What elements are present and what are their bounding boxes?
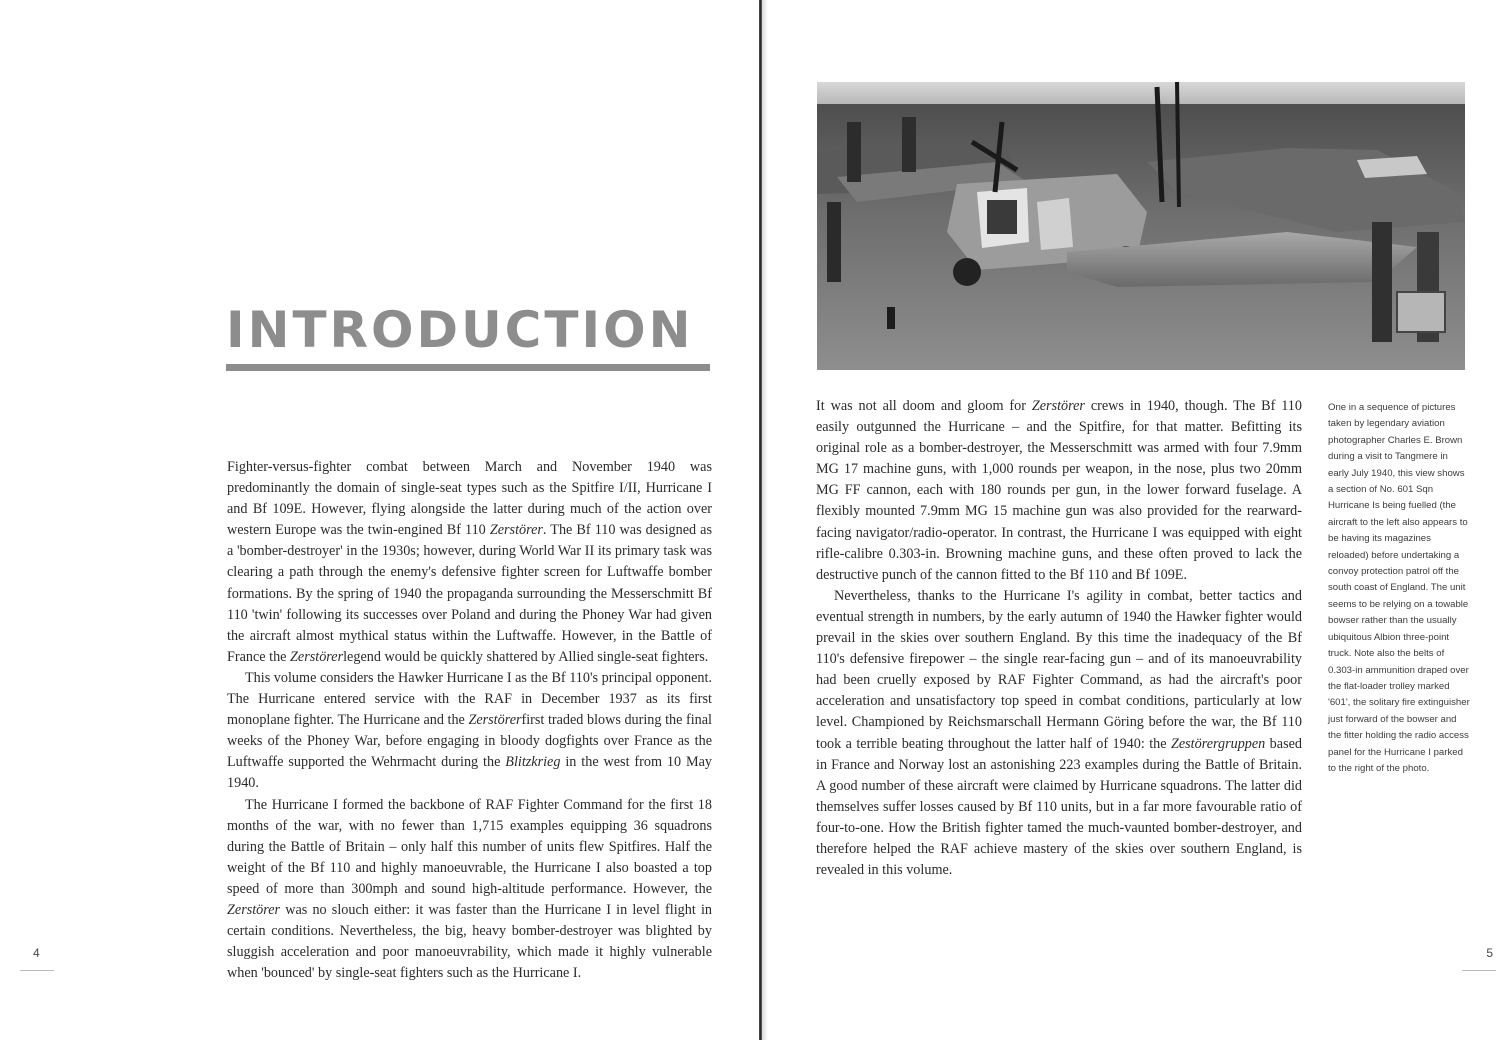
text-run: . The Bf 110 was designed as a 'bomber-destroyer' in the 1930s; however, during World War II its primary task was clearing a path through the enemy's defensive fighter screen for Luftwaffe bomber formations. By the spring of 1940 the propaganda surrounding the Messerschmitt Bf 110 'twin' following its successes over Poland and during the Phoney War had given the aircraft almost mythical status within the Luftwaffe. However, in the Battle of France the [227, 522, 712, 665]
folio-rule-right [1462, 970, 1496, 971]
italic-term: Blitzkrieg [505, 754, 561, 771]
italic-term: Zestörergruppen [1170, 735, 1266, 752]
italic-term: Zerstörer [468, 712, 522, 729]
heading-underline [226, 364, 710, 371]
right-body-text [816, 396, 1302, 881]
text-run: The Hurricane I formed the backbone of RAF Fighter Command for the first 18 months of the war, with no fewer than 1,715 examples equipping 36 squadrons during the Battle of Britain – only half this number of units flew Spitfires. Half the weight of the Bf 110 and highly manoeuvrable, the Hurricane I also boasted a top speed of more than 300mph and sound high-altitude performance. However, the [227, 796, 712, 897]
folio-rule-left [20, 970, 54, 971]
page-number-left: 4 [33, 946, 40, 960]
paragraph [227, 668, 712, 795]
text-run: legend would be quickly shattered by Allied single-seat fighters. [343, 648, 709, 665]
paragraph [816, 396, 1302, 586]
page-number-right: 5 [1486, 946, 1493, 960]
text-run: This volume considers the Hawker Hurricane I as the Bf 110's principal opponent. The Hurricane entered service with the RAF in December 1937 as its first monoplane fighter. The Hurricane and the [227, 669, 712, 729]
text-run: based in France and Norway lost an astonishing 223 examples during the Battle of Britain. A good number of these aircraft were claimed by Hurricane squadrons. The latter did themselves suffer losses caused by Bf 110 units, but in a far more favourable ratio of four-to-one. How the British fighter tamed the much-vaunted bomber-destroyer, and therefore helped the RAF achieve mastery of the skies over southern England, is revealed in this volume. [816, 735, 1302, 879]
photo-caption: One in a sequence of pictures taken by legendary aviation photographer Charles E. Brown during a visit to Tangmere in early July 1940, this view shows a section of No. 601 Sqn Hurricane Is being fuelled (the aircraft to the left also appears to be having its magazines reloaded) before undertaking a convoy protection patrol off the south coast of England. The unit seems to be relying on a towable bowser rather than the usually ubiquitous Albion three-point truck. Note also the belts of 0.303-in ammunition draped over the flat-loader trolley marked '601', the solitary fire extinguisher just forward of the bowser and the fitter holding the radio access panel for the Hurricane I parked to the right of the photo. [1328, 402, 1470, 774]
photo-illustration [817, 82, 1465, 370]
left-body-text [227, 457, 712, 984]
paragraph [227, 795, 712, 985]
text-run: Nevertheless, thanks to the Hurricane I's agility in combat, better tactics and eventual strength in numbers, by the early autumn of 1940 the Hawker fighter would prevail in the skies over southern England. By this time the inadequacy of the Bf 110's defensive firepower – the single rear-facing gun – and of its manoeuvrability had been cruelly exposed by RAF Fighter Command, as had the aircraft's poor acceleration and unsatisfactory top speed in combat conditions, particularly at low level. Championed by Reichsmarschall Hermann Göring before the war, the Bf 110 took a terrible beating throughout the latter half of 1940: the [816, 587, 1302, 752]
italic-term: Zerstörer [489, 522, 543, 539]
hurricane-refuelling-photo [817, 82, 1465, 370]
text-run: in the west from 10 May 1940. [227, 754, 712, 792]
paragraph [227, 457, 712, 668]
text-run: crews in 1940, though. The Bf 110 easily outgunned the Hurricane – and the Spitfire, for that matter. Befitting its original role as a bomber-destroyer, the Messerschmitt was armed with four 7.9mm MG 17 machine guns, with 1,000 rounds per weapon, in the nose, plus two 20mm MG FF cannon, each with 180 rounds per gun, in the lower forward fuselage. A flexibly mounted 7.9mm MG 15 machine gun was also provided for the rearward-facing navigator/radio-operator. In contrast, the Hurricane I was equipped with eight rifle-calibre 0.303-in. Browning machine guns, and these often proved to lack the destructive punch of the cannon fitted to the Bf 110 and Bf 109E. [816, 398, 1302, 583]
italic-term: Zerstörer [1031, 398, 1085, 414]
text-run: It was not all doom and gloom for [816, 398, 1032, 414]
paragraph [816, 586, 1302, 881]
text-run: first traded blows during the final weeks of the Phoney War, before engaging in bloody dogfights over France as the Luftwaffe supported the Wehrmacht during the [227, 712, 712, 771]
text-run: was no slouch either: it was faster than the Hurricane I in level flight in certain conditions. Nevertheless, the big, heavy bomber-destroyer was blighted by sluggish acceleration and poor manoeuvrability, which made it highly vulnerable when 'bounced' by single-seat fighters such as the Hurricane I. [227, 901, 712, 982]
chapter-heading: INTRODUCTION [226, 301, 694, 359]
italic-term: Zerstörer [227, 901, 281, 918]
text-run: Fighter-versus-fighter combat between March and November 1940 was predominantly the domain of single-seat types such as the Spitfire I/II, Hurricane I and Bf 109E. However, flying alongside the latter during much of the action over western Europe was the twin-engined Bf 110 [227, 459, 712, 539]
italic-term: Zerstörer [290, 648, 344, 665]
